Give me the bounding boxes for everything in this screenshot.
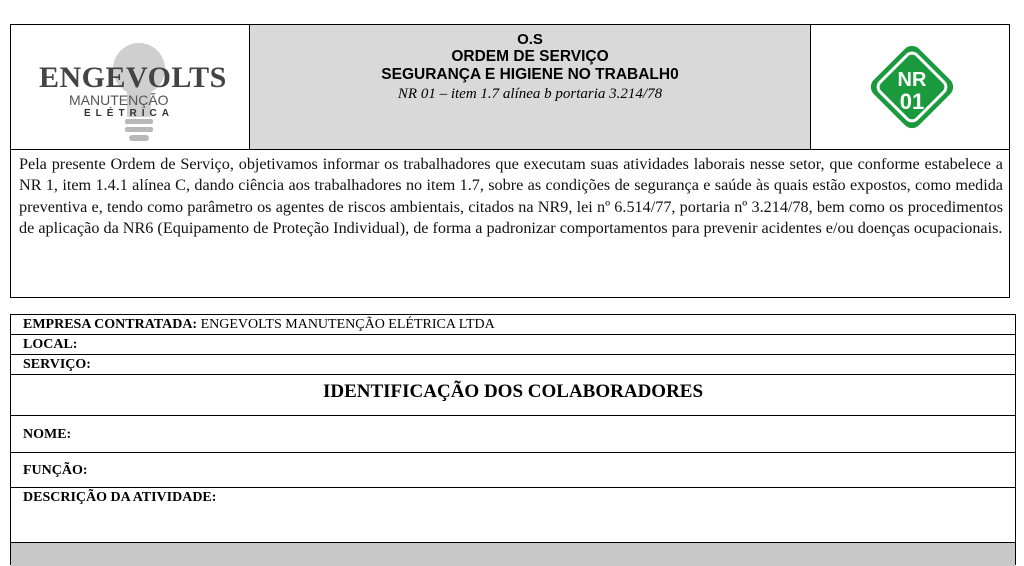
nome-label: NOME: <box>23 427 72 442</box>
funcao-label: FUNÇÃO: <box>23 463 88 478</box>
row-empresa <box>11 315 1015 335</box>
badge-cell <box>811 25 1009 149</box>
title-cell <box>250 25 811 149</box>
doc-subtitle: SEGURANÇA E HIGIENE NO TRABALH0 <box>381 66 679 83</box>
local-label: LOCAL: <box>23 337 78 352</box>
row-funcao <box>11 453 1015 488</box>
row-descricao <box>11 488 1015 543</box>
row-nome <box>11 416 1015 453</box>
intro-paragraph: Pela presente Ordem de Serviço, objetivamos informar os trabalhadores que executam suas atividades laborais nesse setor, que conforme estabelece a NR 1, item 1.4.1 alínea C, dando ciência aos trabalhadores no item 1.7, sobre as condições de segurança e saúde às quais estão expostos, como medida preventiva e, tendo como parâmetro os agentes de riscos ambientais, citados na NR9, lei nº 6.514/77, portaria nº 3.214/78, bem como os procedimentos de aplicação da NR6 (Equipamento de Proteção Individual), de forma a padronizar comportamentos para prevenir acidentes e/ou doenças ocupacionais. <box>10 150 1010 298</box>
logo-wordmark: ENGEVOLTS <box>39 61 227 94</box>
row-grey-bar <box>11 543 1015 566</box>
doc-title: ORDEM DE SERVIÇO <box>451 48 609 65</box>
section-identificacao <box>11 375 1015 416</box>
descricao-label: DESCRIÇÃO DA ATIVIDADE: <box>23 490 217 505</box>
logo-subtitle: MANUTENÇÃO <box>69 92 169 108</box>
nr-badge-icon <box>867 42 957 132</box>
row-local <box>11 335 1015 355</box>
doc-code: O.S <box>517 31 543 48</box>
logo-subtitle-2: ELÉTRICA <box>84 108 174 119</box>
section-title: IDENTIFICAÇÃO DOS COLABORADORES <box>322 381 704 402</box>
logo-cell <box>11 25 250 149</box>
empresa-value: ENGEVOLTS MANUTENÇÃO ELÉTRICA LTDA <box>200 317 495 332</box>
badge-top-text: NR <box>897 69 927 91</box>
header-table <box>10 24 1010 150</box>
empresa-label: EMPRESA CONTRATADA: <box>23 317 198 332</box>
form-table <box>10 314 1016 565</box>
doc-reference: NR 01 – item 1.7 alínea b portaria 3.214/78 <box>397 86 663 102</box>
row-servico <box>11 355 1015 375</box>
servico-label: SERVIÇO: <box>23 357 91 372</box>
badge-bottom-text: 01 <box>899 89 925 114</box>
